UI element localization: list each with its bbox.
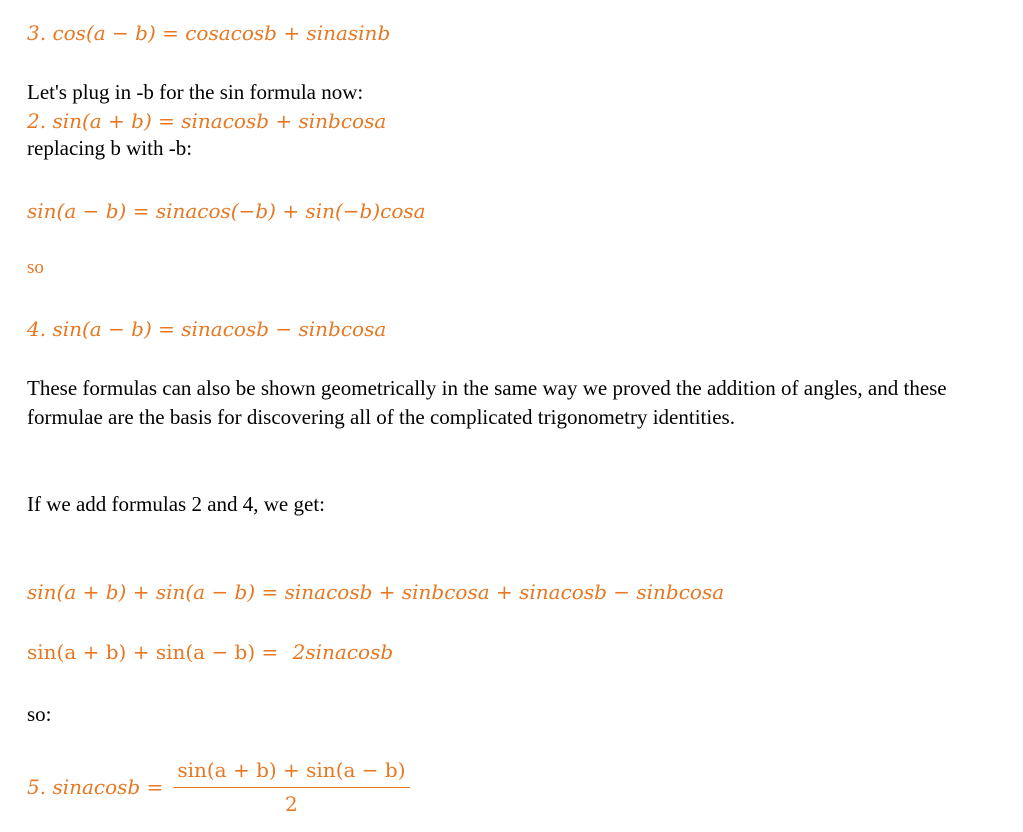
sum-expansion: sin(a + b) + sin(a − b) = sinacosb + sinbcosa + sinacosb − sinbcosa — [27, 580, 725, 604]
so-orange-text: so — [27, 257, 44, 278]
formula-5 — [27, 754, 410, 820]
formula-5-numerator: sin(a + b) + sin(a − b) — [173, 756, 409, 788]
so-colon-text: so: — [27, 702, 52, 726]
explanation-paragraph: These formulas can also be shown geometrically in the same way we proved the addition of angles, and these formulae are the basis for discovering all of the complicated trigonometry identities. — [27, 376, 947, 429]
intro-sin-text: Let's plug in -b for the sin formula now: — [27, 80, 364, 104]
sin-minus-expansion: sin(a − b) = sinacos(−b) + sin(−b)cosa — [27, 199, 426, 223]
formula-5-fraction — [173, 756, 409, 818]
replacing-text: replacing b with -b: — [27, 136, 193, 160]
formula-5-left: 5. sinacosb = — [27, 775, 164, 799]
formula-3: 3. cos(a − b) = cosacosb + sinasinb — [27, 21, 391, 45]
sum-simplified-left: sin(a + b) + sin(a − b) = — [27, 640, 279, 664]
formula-2: 2. sin(a + b) = sinacosb + sinbcosa — [27, 109, 387, 133]
formula-5-denominator: 2 — [285, 792, 298, 816]
sum-simplified — [27, 638, 393, 666]
sum-simplified-right: 2sinacosb — [292, 640, 394, 664]
formula-4: 4. sin(a − b) = sinacosb − sinbcosa — [27, 317, 387, 341]
add-intro-text: If we add formulas 2 and 4, we get: — [27, 492, 325, 516]
